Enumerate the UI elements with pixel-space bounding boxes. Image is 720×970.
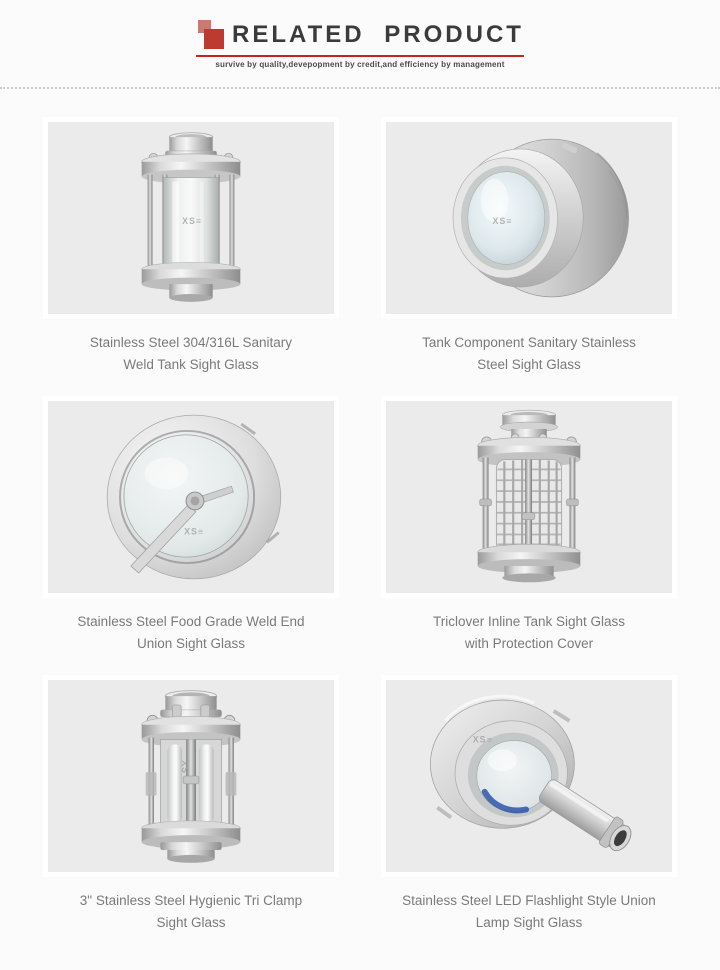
header-logo	[196, 18, 524, 69]
product-caption-5[interactable]	[43, 890, 339, 934]
logo-red-underline	[196, 55, 524, 57]
product-caption-2[interactable]	[381, 332, 677, 376]
product-card-5[interactable]	[43, 675, 339, 877]
product-caption-1[interactable]	[43, 332, 339, 376]
related-products-grid	[43, 117, 677, 934]
product-cell-6	[381, 675, 677, 934]
weld-tank-sight-glass-photo	[48, 122, 334, 314]
caption-line: Stainless Steel 304/316L Sanitary	[89, 335, 293, 350]
caption-line: Steel Sight Glass	[477, 357, 581, 372]
product-caption-6[interactable]	[381, 890, 677, 934]
caption-line: Union Sight Glass	[136, 636, 246, 651]
product-card-3[interactable]	[43, 396, 339, 598]
product-card-1[interactable]	[43, 117, 339, 319]
section-title: RELATED PRODUCT	[232, 21, 524, 48]
caption-line: Tank Component Sanitary Stainless	[422, 335, 636, 350]
caption-line: with Protection Cover	[464, 636, 594, 651]
product-card-4[interactable]	[381, 396, 677, 598]
product-card-6[interactable]	[381, 675, 677, 877]
product-cell-1	[43, 117, 339, 376]
product-cell-3	[43, 396, 339, 655]
product-cell-4	[381, 396, 677, 655]
caption-line: Weld Tank Sight Glass	[123, 357, 259, 372]
svg-text:XS: XS	[180, 760, 191, 775]
led-flashlight-union-lamp-sight-glass-photo	[386, 680, 672, 872]
product-caption-3[interactable]	[43, 611, 339, 655]
product-cell-5	[43, 675, 339, 934]
dotted-divider	[0, 87, 720, 89]
tank-component-union-sight-glass-photo	[386, 122, 672, 314]
logo-tagline: survive by quality,devepopment by credit,and efficiency by management	[215, 60, 505, 69]
product-caption-4[interactable]	[381, 611, 677, 655]
caption-line: Stainless Steel Food Grade Weld End	[77, 614, 305, 629]
related-product-header	[0, 0, 720, 72]
caption-line: Triclover Inline Tank Sight Glass	[432, 614, 626, 629]
svg-text:XS≡: XS≡	[182, 215, 203, 226]
svg-text:XS≡: XS≡	[472, 734, 493, 745]
weld-end-union-sight-glass-photo	[48, 401, 334, 593]
triclover-inline-sight-glass-protection-cover-photo	[386, 401, 672, 593]
product-cell-2	[381, 117, 677, 376]
tri-clamp-sight-glass-photo	[48, 680, 334, 872]
caption-line: Sight Glass	[156, 915, 226, 930]
caption-line: 3" Stainless Steel Hygienic Tri Clamp	[79, 893, 303, 908]
caption-line: Lamp Sight Glass	[475, 915, 583, 930]
overlapping-squares-icon	[196, 18, 226, 52]
caption-line: Stainless Steel LED Flashlight Style Union	[402, 893, 656, 908]
product-card-2[interactable]	[381, 117, 677, 319]
svg-text:XS≡: XS≡	[492, 215, 513, 226]
svg-text:XS≡: XS≡	[184, 526, 205, 537]
